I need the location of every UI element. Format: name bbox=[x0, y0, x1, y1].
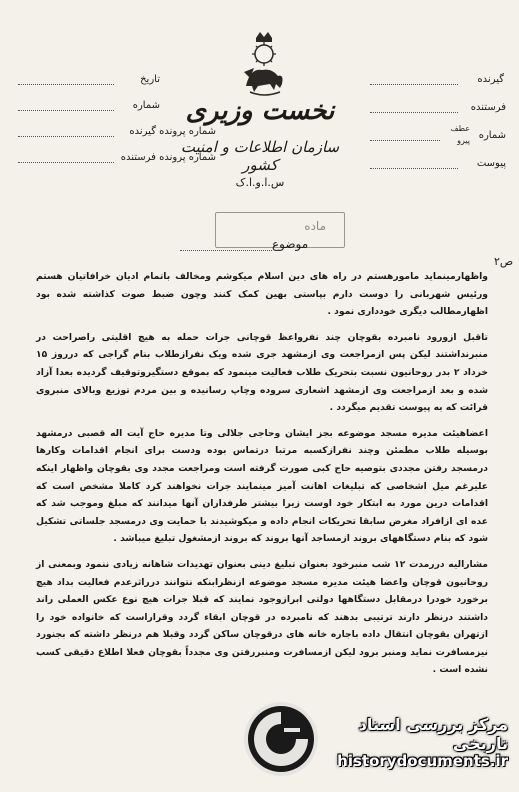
page-number: ص۲ bbox=[494, 255, 514, 268]
letter-body bbox=[36, 268, 488, 687]
body-paragraph: مشاراليه دررمدت ۱۲ شب منبرخود بعنوان تبلیغ دینی بعنوان تهدیدات شاهانه زيادی ننمود وبمعنی از روحانیون قوچان واعضا هیئت مدیره مسجد موضوعه ازنظرابنکه نتوانند درراثرعدم فعالیت بداد هیچ برخورد خودرا درمقابل دستگاهها دولتی ابرازوجود نمایند که قبلا جرات هیچ نوع عکس العملی راند داشتند درنظر دارند ترتیبی بدهند که نامبرده در قوچان ابقاء گردد وقراراست که خانواده خود را ازتهران بقوچان انتقال داده باجاره خانه های درقوچان ساکن گردد وقبلا هم درنظر داشته که بجنورد نیزمسافرت نماید ومنبر برود لیکن ازمسافرت ومنبررفتن وی مجدداً بقوچان فعلا اطلاع دقیقی کسب نشده است . bbox=[36, 558, 488, 676]
watermark-logo bbox=[244, 702, 318, 776]
field-label-sender: فرستنده bbox=[470, 102, 506, 113]
field-line-number bbox=[18, 110, 114, 111]
org-name: نخست وزیری bbox=[185, 96, 335, 126]
field-line-date bbox=[18, 84, 114, 85]
field-line-sender bbox=[370, 112, 458, 113]
field-line-sender-file bbox=[18, 162, 114, 163]
body-paragraph: اعضاهیئت مدیره مسجد موضوعه بجز ایشان وحاجی جلالی وتا مدیره حاج آیت اله قصبی درمشهد بوسیله طلاب مطمئن وچند نفرازکسبه مرتبا درتماس بوده ودست برای انجام اقدامات وکارها درمسجد رفتن مجددی بتوصیه حاج کبی صورت گرفته است ومراجعت مجدد وی بقوچان واظهار اینکه علیرغم میل اشخاصی که تبلیغات اهانت آمیز مینمایند جرات نخواهند کرد کاملا مشخص است که اقدامات درین مورد به ابتکار خود اوست زیرا بیشتر طرفداران آنها میدانند که مبلغ وموجب شد که عده ای ازافراد مغرض سابقا تحریکات انجام داده و میکوشیدند با حمایت وی درمسجد جلساتی تشکیل شود که بنام دستگاههای بروند ازمساجد آنها بروند که بروند ازمشغول تبلیغ میباشد . bbox=[36, 427, 488, 545]
archive-logo-icon bbox=[244, 702, 318, 776]
field-label-recipient: گیرنده bbox=[477, 74, 504, 85]
field-label-number: شماره bbox=[132, 100, 160, 111]
field-label-peyro: پیرو bbox=[457, 136, 470, 145]
field-label-attachment: پیوست bbox=[476, 158, 506, 169]
field-label-ref-number: شماره bbox=[478, 130, 506, 141]
org-code: س.ا.و.ا.ک bbox=[235, 176, 285, 189]
body-paragraph: تاقبل ازورود نامبرده بقوچان چند نفرواعظ قوچانی جرات حمله به هیچ اقلیتی راصراحت در منبرنداشتند لیکن پس ازمراجعت وی ازمشهد جری شده ویک نفرازطلاب بنام گراجی که درروز ۱۵ خرداد ۲ بدر روحانیون نسبت بتحریک طلاب فعالیت مینمود که بموقع دستگیروتوقیف گردیده بعدا آزاد شده و بعد ازمراجعت وی ازمشهد اشعاری سروده وچاپ رسانیده و بین مردم توزیع وبالای منبروی قرائت که به پیوست تقدیم میگردد . bbox=[36, 331, 488, 414]
field-line-ref-number bbox=[370, 140, 440, 141]
field-label-sender-file: شماره پرونده فرستنده bbox=[120, 152, 216, 163]
subject-label: موضوع bbox=[272, 237, 309, 251]
lion-and-sun-emblem-icon bbox=[236, 28, 292, 100]
field-label-date: تاریخ bbox=[140, 74, 160, 85]
field-label-atf: عطف bbox=[450, 124, 470, 133]
field-line-attachment bbox=[370, 168, 458, 169]
org-subtitle: سازمان اطلاعات و امنیت کشور bbox=[180, 138, 340, 174]
watermark-url: historydocuments.ir bbox=[337, 752, 508, 770]
field-line-recipient bbox=[370, 84, 458, 85]
field-label-recipient-file: شماره پرونده گیرنده bbox=[129, 126, 216, 137]
faint-stamp-text: ماده bbox=[304, 219, 326, 233]
field-line-recipient-file bbox=[18, 136, 114, 137]
body-paragraph: واظهارمینماید مامورهستم در راه های دین اسلام میکوشم ومخالف باتمام ادیان خرافاتیان هستم ورئیس شهربانی را دوست دارم بپاستی بهین کمک کنند وچون ضبط صوت کذاشته شده بود اظهارمطالب دیگری خودداری نمود . bbox=[36, 271, 488, 318]
subject-line bbox=[180, 250, 272, 251]
watermark-title: مرکز بررسی اسناد تاریخی bbox=[358, 715, 508, 753]
